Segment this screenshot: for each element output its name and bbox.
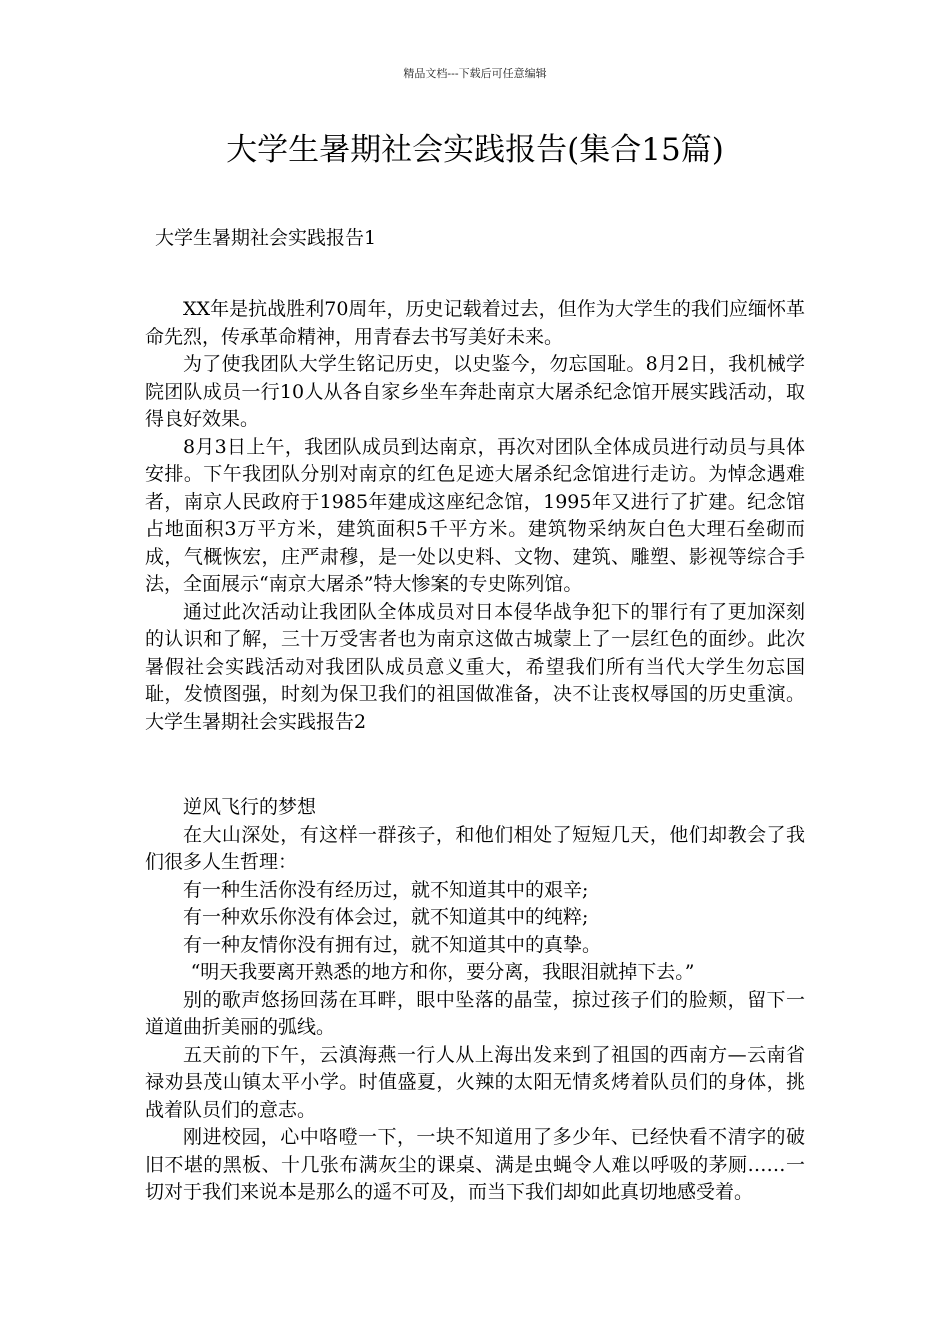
paragraph-subtitle: 逆风飞行的梦想 <box>183 796 317 818</box>
section-2-body <box>145 794 805 1207</box>
paragraph: 五天前的下午，云滇海燕一行人从上海出发来到了祖国的西南方—云南省禄劝县茂山镇太平小学。时值盛夏，火辣的太阳无情炙烤着队员们的身体，挑战着队员们的意志。 <box>145 1043 805 1121</box>
section-1-body <box>145 296 805 736</box>
paragraph: 有一种欢乐你没有体会过，就不知道其中的纯粹; <box>183 906 589 928</box>
paragraph: 有一种生活你没有经历过，就不知道其中的艰辛; <box>183 878 589 901</box>
document-title: 大学生暑期社会实践报告(集合15篇) <box>226 132 724 168</box>
paragraph-quote: “明天我要离开熟悉的地方和你，要分离，我眼泪就掉下去。” <box>190 961 695 983</box>
paragraph: 别的歌声悠扬回荡在耳畔，眼中坠落的晶莹，掠过孩子们的脸颊，留下一道道曲折美丽的弧线。 <box>145 988 805 1038</box>
paragraph: 为了使我团队大学生铭记历史，以史鉴今，勿忘国耻。8月2日，我机械学院团队成员一行10人从各自家乡坐车奔赴南京大屠杀纪念馆开展实践活动，取得良好效果。 <box>145 353 805 430</box>
paragraph: 8月3日上午，我团队成员到达南京，再次对团队全体成员进行动员与具体安排。下午我团队分别对南京的红色足迹大屠杀纪念馆进行走访。为悼念遇难者，南京人民政府于1985年建成这座纪念馆，1995年又进行了扩建。纪念馆占地面积3万平方米，建筑面积5千平方米。建筑物采纳灰白色大理石垒砌而成，气概恢宏，庄严肃穆，是一处以史料、文物、建筑、雕塑、影视等综合手法，全面展示“南京大屠杀”特大惨案的专史陈列馆。 <box>145 435 805 595</box>
header-note: 精品文档---下载后可任意编辑 <box>403 67 547 80</box>
paragraph: 在大山深处，有这样一群孩子，和他们相处了短短几天，他们却教会了我们很多人生哲理： <box>145 823 805 873</box>
paragraph: 通过此次活动让我团队全体成员对日本侵华战争犯下的罪行有了更加深刻的认识和了解，三十万受害者也为南京这做古城蒙上了一层红色的面纱。此次暑假社会实践活动对我团队成员意义重大，希望我们所有当代大学生勿忘国耻，发愤图强，时刻为保卫我们的祖国做准备，决不让丧权辱国的历史重演。大学生暑期社会实践报告2 <box>145 600 805 733</box>
paragraph: XX年是抗战胜利70周年，历史记载着过去，但作为大学生的我们应缅怀革命先烈，传承革命精神，用青春去书写美好未来。 <box>145 298 805 348</box>
paragraph: 刚进校园，心中咯噔一下，一块不知道用了多少年、已经快看不清字的破旧不堪的黑板、十几张布满灰尘的课桌、满是虫蝇令人难以呼吸的茅厕……一切对于我们来说本是那么的遥不可及，而当下我们却如此真切地感受着。 <box>145 1126 805 1203</box>
section-heading: 大学生暑期社会实践报告1 <box>155 227 377 249</box>
paragraph: 有一种友情你没有拥有过，就不知道其中的真挚。 <box>183 933 602 956</box>
